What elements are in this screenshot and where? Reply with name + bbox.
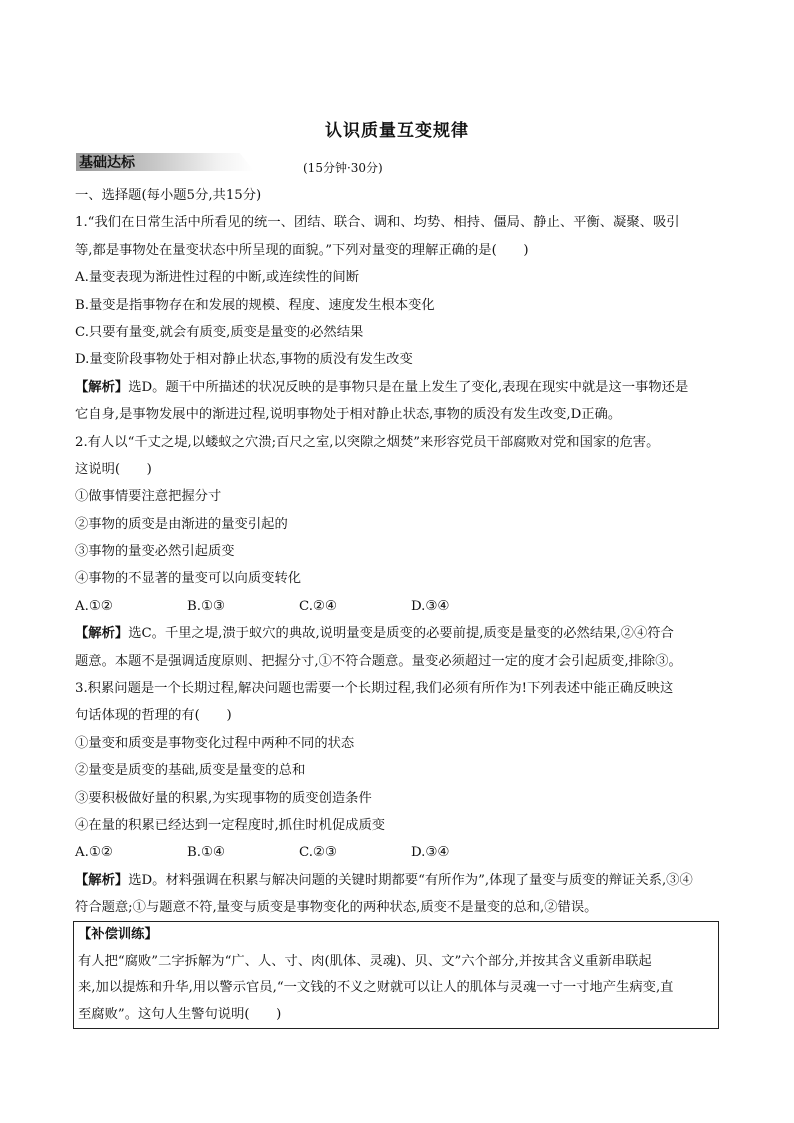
- q1-analysis-line-1: [75, 374, 720, 401]
- q1-analysis-text-1: 选D。题干中所描述的状况反映的是事物只是在量上发生了变化,表现在现实中就是这一事物还是: [128, 379, 689, 395]
- q3-analysis-line-1: [75, 867, 720, 894]
- q2-stem-line-2: 这说明( ): [75, 461, 152, 477]
- q2-option-d: D.③④: [411, 598, 450, 614]
- q3-item-2: ②量变是质变的基础,质变是量变的总和: [75, 763, 306, 779]
- supplement-line-1: 有人把“腐败”二字拆解为“广、人、寸、肉(肌体、灵魂)、贝、文”六个部分,并按其含义重新串联起: [78, 953, 652, 969]
- q2-option-b: B.①③: [187, 598, 225, 614]
- q2-option-c: C.②④: [299, 598, 337, 614]
- q1-analysis-line-2: 它自身,是事物发展中的渐进过程,说明事物处于相对静止状态,事物的质没有发生改变,D正确。: [75, 407, 622, 423]
- supplement-heading: 【补偿训练】: [78, 927, 158, 942]
- analysis-mark: 【解析】: [75, 872, 129, 888]
- q1-stem-line-1: 1.“我们在日常生活中所看见的统一、团结、联合、调和、均势、相持、僵局、静止、平衡、凝聚、吸引: [75, 215, 680, 231]
- q3-option-b: B.①④: [187, 845, 225, 861]
- q3-option-a: A.①②: [75, 845, 113, 861]
- q3-item-4: ④在量的积累已经达到一定程度时,抓住时机促成质变: [75, 817, 386, 833]
- q2-analysis-line-1: [75, 620, 720, 647]
- q3-stem-line-1: 3.积累问题是一个长期过程,解决问题也需要一个长期过程,我们必须有所作为!下列表述中能正确反映这: [75, 681, 674, 697]
- q1-option-d: D.量变阶段事物处于相对静止状态,事物的质没有发生改变: [75, 352, 413, 368]
- q3-analysis-text-1: 选D。材料强调在积累与解决问题的关键时期都要“有所作为”,体现了量变与质变的辩证关系,③④: [128, 872, 693, 888]
- q2-analysis-line-2: 题意。本题不是强调适度原则、把握分寸,①不符合题意。量变必须超过一定的度才会引起质变,排除③。: [75, 653, 682, 669]
- page-title: 认识质量互变规律: [325, 121, 469, 141]
- q3-option-c: C.②③: [299, 845, 337, 861]
- q1-option-a: A.量变表现为渐进性过程的中断,或连续性的间断: [75, 270, 359, 286]
- q3-item-1: ①量变和质变是事物变化过程中两种不同的状态: [75, 735, 355, 751]
- q2-item-2: ②事物的质变是由渐进的量变引起的: [75, 516, 288, 532]
- q3-options: [75, 839, 720, 866]
- q2-item-3: ③事物的量变必然引起质变: [75, 544, 235, 560]
- q2-item-4: ④事物的不显著的量变可以向质变转化: [75, 571, 302, 587]
- section-label: 基础达标: [79, 155, 135, 171]
- q1-option-c: C.只要有量变,就会有质变,质变是量变的必然结果: [75, 324, 364, 340]
- supplement-line-2: 来,加以提炼和升华,用以警示官员,“一文钱的不义之财就可以让人的肌体与灵魂一寸一寸地产生病变,直: [78, 980, 674, 995]
- q2-options: [75, 593, 720, 620]
- q2-analysis-text-1: 选C。千里之堤,溃于蚁穴的典故,说明量变是质变的必要前提,质变是量变的必然结果,②④符合: [128, 626, 674, 642]
- q3-item-3: ③要积极做好量的积累,为实现事物的质变创造条件: [75, 790, 372, 806]
- supplement-line-3: 至腐败”。这句人生警句说明( ): [78, 1006, 282, 1022]
- q2-item-1: ①做事情要注意把握分寸: [75, 489, 222, 505]
- q2-option-a: A.①②: [75, 598, 113, 614]
- part-heading: 一、选择题(每小题5分,共15分): [75, 188, 262, 203]
- q3-option-d: D.③④: [411, 845, 450, 861]
- q1-option-b: B.量变是指事物存在和发展的规模、程度、速度发生根本变化: [75, 297, 435, 313]
- analysis-mark: 【解析】: [75, 379, 129, 395]
- analysis-mark: 【解析】: [75, 626, 129, 642]
- q3-analysis-line-2: 符合题意;①与题意不符,量变与质变是事物变化的两种状态,质变不是量变的总和,②错误。: [75, 900, 598, 916]
- q3-stem-line-2: 句话体现的哲理的有( ): [75, 708, 232, 724]
- question-content: [75, 182, 720, 922]
- q2-stem-line-1: 2.有人以“千丈之堤,以蝼蚁之穴溃;百尺之室,以突隙之烟焚”来形容党员干部腐败对党和国家的危害。: [75, 434, 660, 450]
- time-note: (15分钟·30分): [303, 161, 383, 175]
- q1-stem-line-2: 等,都是事物处在量变状态中所呈现的面貌。”下列对量变的理解正确的是( ): [75, 242, 529, 258]
- supplement-box: [73, 921, 719, 1029]
